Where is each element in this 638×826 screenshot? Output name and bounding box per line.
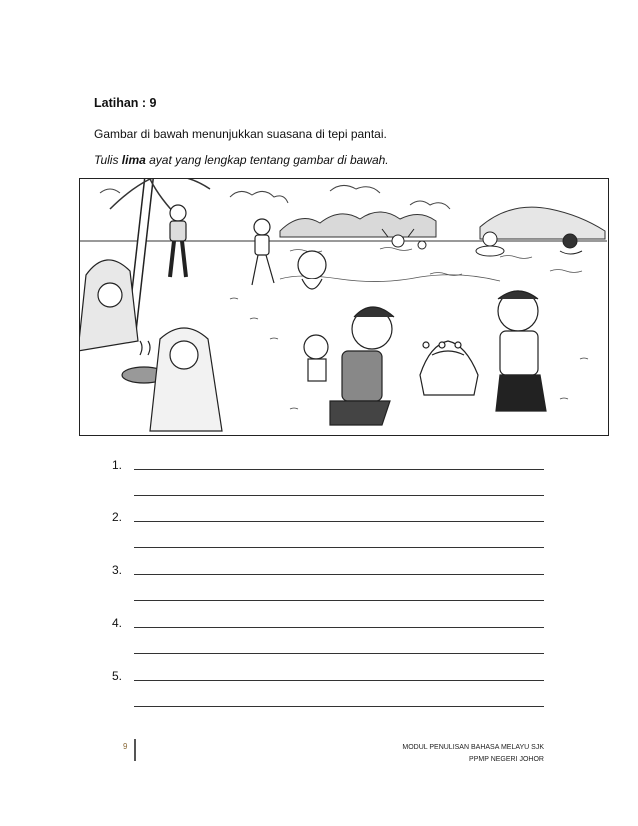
answer-row-4-continued[interactable] (112, 642, 544, 656)
beach-scene-illustration (79, 178, 609, 436)
footer-organization: PPMP NEGERI JOHOR (469, 756, 544, 763)
answer-line[interactable] (134, 627, 544, 628)
page-number: 9 (123, 742, 128, 751)
answer-line[interactable] (134, 495, 544, 496)
answer-row-2[interactable] (112, 510, 544, 524)
instruction-task-start: Tulis (94, 153, 122, 167)
exercise-title: Latihan : 9 (94, 96, 157, 110)
beach-scene-drawing (80, 179, 607, 434)
answer-number: 5. (112, 669, 123, 683)
answer-row-1-continued[interactable] (112, 484, 544, 498)
footer-divider (134, 739, 136, 761)
answer-number: 1. (112, 458, 123, 472)
answer-number: 2. (112, 510, 123, 524)
instruction-task (94, 153, 389, 167)
answer-row-5[interactable] (112, 669, 544, 683)
answer-row-1[interactable] (112, 458, 544, 472)
answer-line[interactable] (134, 600, 544, 601)
answer-line[interactable] (134, 469, 544, 470)
answer-row-4[interactable] (112, 616, 544, 630)
answer-line[interactable] (134, 653, 544, 654)
instruction-description: Gambar di bawah menunjukkan suasana di tepi pantai. (94, 127, 387, 141)
answer-row-2-continued[interactable] (112, 536, 544, 550)
answer-row-3-continued[interactable] (112, 589, 544, 603)
answer-line[interactable] (134, 706, 544, 707)
instruction-task-bold: lima (121, 153, 146, 167)
answer-row-3[interactable] (112, 563, 544, 577)
answer-number: 3. (112, 563, 123, 577)
answer-line[interactable] (134, 521, 544, 522)
answer-line[interactable] (134, 547, 544, 548)
answer-line[interactable] (134, 574, 544, 575)
answer-row-5-continued[interactable] (112, 695, 544, 709)
instruction-task-end: ayat yang lengkap tentang gambar di bawah. (145, 153, 389, 167)
footer-module-title: MODUL PENULISAN BAHASA MELAYU SJK (402, 744, 544, 751)
answer-line[interactable] (134, 680, 544, 681)
footer-module-info (402, 742, 544, 766)
answer-number: 4. (112, 616, 123, 630)
